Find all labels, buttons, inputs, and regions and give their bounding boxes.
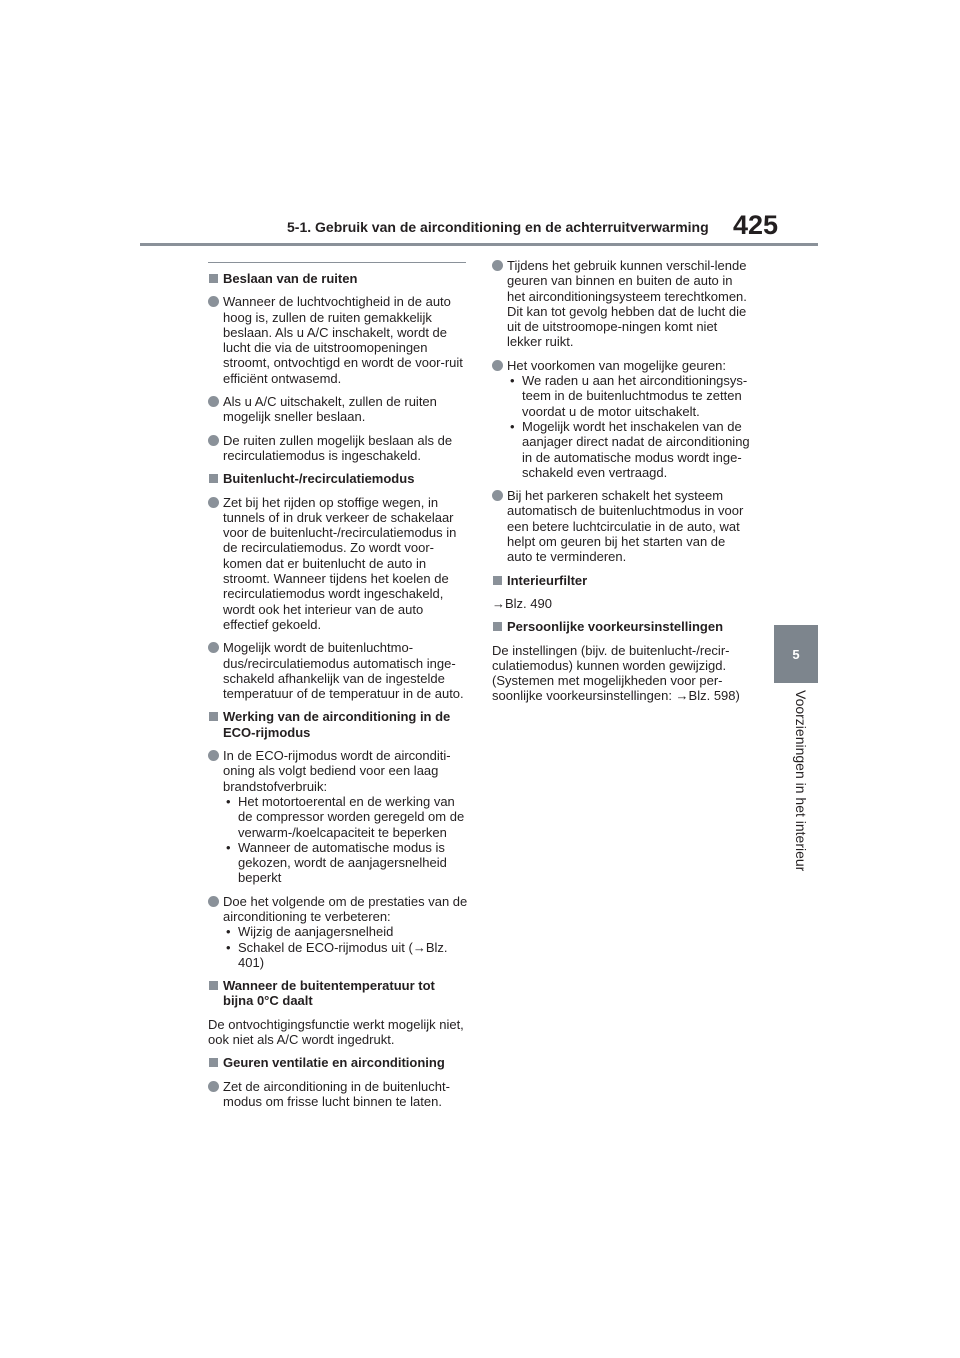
bullet-item: Tijdens het gebruik kunnen verschil-lende geuren van binnen en buiten de auto in het airconditioningsysteem terechtkomen. Dit kan tot gevolg hebben dat de lucht die uit de uitstroomope-ningen komt niet lekker ruikt. [492,258,752,350]
heading-customization: Persoonlijke voorkeursinstellingen [492,619,752,634]
square-bullet-icon [209,274,218,283]
column-rule [208,262,466,263]
bullet-item: Bij het parkeren schakelt het systeem automatisch de buitenluchtmodus in voor een betere luchtcirculatie in de auto, wat helpt om geuren bij het starten van de auto te verminderen. [492,488,752,564]
paragraph: De ontvochtigingsfunctie werkt mogelijk niet, ook niet als A/C wordt ingedrukt. [208,1016,464,1048]
sub-item: • Schakel de ECO-rijmodus uit (→Blz. 401) [226,939,448,970]
circle-bullet-icon [208,396,219,407]
bullet-item: Mogelijk wordt de buitenluchtmo-dus/recirculatiemodus automatisch inge-schakeld afhankelijk van de ingestelde temperatuur of de temperatuur in de auto. [208,640,468,701]
sub-item: • Wanneer de automatische modus is gekozen, wordt de aanjagersnelheid beperkt [226,839,447,886]
circle-bullet-icon [208,642,219,653]
right-column [492,258,752,712]
bullet-item: Het voorkomen van mogelijke geuren: • We raden u aan het airconditioningsys-teem in de buitenluchtmodus te zetten voordat u de motor uitschakelt. • Mogelijk wordt het inschakelen van de aanjager direct nadat de airconditioning in de automatische modus wordt inge-schakeld even vertraagd. [492,358,752,480]
heading-air-mode: Buitenlucht-/recirculatiemodus [208,471,468,486]
sub-item: • We raden u aan het airconditioningsys-teem in de buitenluchtmodus te zetten voordat u de motor uitschakelt. [510,373,748,419]
page-number: 425 [733,210,779,240]
section-title: 5-1. Gebruik van de airconditioning en de achterruitverwarming [287,219,709,235]
square-bullet-icon [493,576,502,585]
heading-odors: Geuren ventilatie en airconditioning [208,1055,468,1070]
square-bullet-icon [493,622,502,631]
page-reference-link[interactable]: →Blz. 490 [492,595,552,611]
bullet-item: Zet bij het rijden op stoffige wegen, in tunnels of in druk verkeer de schakelaar voor de buitenlucht-/recirculatiemodus in de recirculatiemodus. Zo wordt voor-komen dat er buitenlucht de auto in stroomt. Wanneer tijdens het koelen de recirculatiemodus wordt ingeschakeld, wordt ook het interieur van de auto effectief gekoeld. [208,495,468,633]
circle-bullet-icon [208,497,219,508]
bullet-item: Zet de airconditioning in de buitenlucht-modus om frisse lucht binnen te laten. [208,1079,468,1110]
circle-bullet-icon [208,296,219,307]
sub-item: • Wijzig de aanjagersnelheid [226,924,394,940]
sub-item: • Het motortoerental en de werking van de compressor worden geregeld om de verwarm-/koelcapaciteit te beperken [226,793,465,840]
header-rule [140,243,818,246]
circle-bullet-icon [492,360,503,371]
bullet-item: In de ECO-rijmodus wordt de airconditi-oning als volgt bediend voor een laag brandstofverbruik: • Het motortoerental en de werking van de compressor worden geregeld om de verwarm-/koelcapaciteit te beperken • Wanneer de automatische modus is gekozen, wordt de aanjagersnelheid beperkt [208,748,468,886]
circle-bullet-icon [208,1081,219,1092]
circle-bullet-icon [208,435,219,446]
square-bullet-icon [209,1058,218,1067]
chapter-number: 5 [792,646,800,662]
left-column [208,258,468,1117]
circle-bullet-icon [492,260,503,271]
bullet-item: De ruiten zullen mogelijk beslaan als de recirculatiemodus is ingeschakeld. [208,433,468,464]
sub-item: • Mogelijk wordt het inschakelen van de aanjager direct nadat de airconditioning in de automatische modus wordt inge-schakeld even vertraagd. [510,418,750,480]
heading-interior-filter: Interieurfilter [492,573,752,588]
square-bullet-icon [209,712,218,721]
heading-outside-temp: Wanneer de buitentemperatuur tot bijna 0°C daalt [208,978,468,1009]
circle-bullet-icon [492,490,503,501]
bullet-item: Als u A/C uitschakelt, zullen de ruiten mogelijk sneller beslaan. [208,394,468,425]
bullet-item: Doe het volgende om de prestaties van de airconditioning te verbeteren: • Wijzig de aanjagersnelheid • Schakel de ECO-rijmodus uit (→Blz. 401) [208,894,468,970]
circle-bullet-icon [208,750,219,761]
heading-eco-mode: Werking van de airconditioning in de ECO-rijmodus [208,709,468,740]
bullet-item: Wanneer de luchtvochtigheid in de auto hoog is, zullen de ruiten gemakkelijk beslaan. Als u A/C inschakelt, wordt de lucht die via de uitstroomopeningen stroomt, ontvochtigd en wordt de voor-ruit efficiënt ontwasemd. [208,294,468,386]
circle-bullet-icon [208,896,219,907]
paragraph: De instellingen (bijv. de buitenlucht-/recir-culatiemodus) kunnen worden gewijzigd. (Systemen met mogelijkheden voor per-soonlijke voorkeursinstellingen: →Blz. 598) [492,642,740,704]
square-bullet-icon [209,474,218,483]
chapter-title: Voorzieningen in het interieur [793,690,809,872]
square-bullet-icon [209,981,218,990]
chapter-tab [774,625,818,683]
heading-fogging: Beslaan van de ruiten [208,271,468,286]
